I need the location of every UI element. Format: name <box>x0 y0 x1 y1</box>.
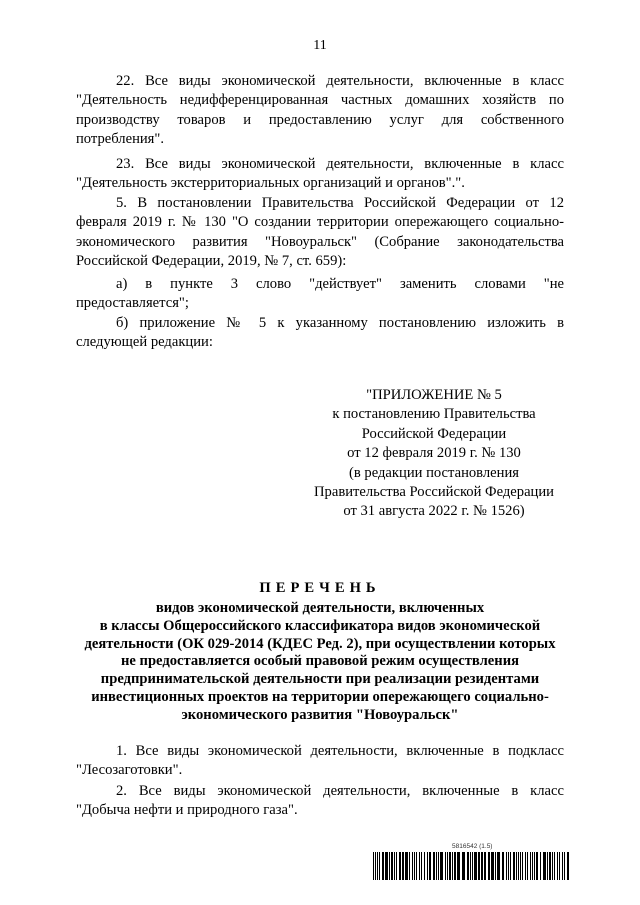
appendix-line-5: (в редакции постановления <box>349 464 519 481</box>
appendix-line-1: "ПРИЛОЖЕНИЕ № 5 <box>366 387 502 403</box>
list-item-1 <box>76 742 564 781</box>
subtitle-line-4: не предоставляется особый правовой режим осуществления <box>121 653 519 670</box>
barcode-bar <box>534 852 535 880</box>
barcode-bar <box>491 852 494 880</box>
item-5b-text: б) приложение № 5 к указанному постановлению изложить в следующей редакции: <box>76 315 564 351</box>
barcode-bar <box>516 852 517 880</box>
item-5-text: 5. В постановлении Правительства Российской Федерации от 12 февраля 2019 г. № 130 "О создании территории опережающего социально-экономического развития "Новоуральск" (Собрание законодательства Российской Федерации, 2019, № 7, ст. 659): <box>76 195 564 270</box>
barcode-bar <box>405 852 408 880</box>
barcode-bar <box>452 852 453 880</box>
barcode <box>373 852 569 880</box>
appendix-line-3: Российской Федерации <box>361 425 507 442</box>
barcode-bar <box>506 852 507 880</box>
barcode-bar <box>414 852 415 880</box>
barcode-bar <box>530 852 531 880</box>
barcode-bar <box>543 852 546 880</box>
barcode-bar <box>525 852 526 880</box>
barcode-bar <box>559 852 560 880</box>
barcode-bar <box>557 852 558 880</box>
barcode-bar <box>454 852 456 880</box>
barcode-bar <box>462 852 465 880</box>
barcode-bar <box>399 852 401 880</box>
barcode-bar <box>394 852 395 880</box>
barcode-bar <box>488 852 490 880</box>
barcode-bar <box>536 852 538 880</box>
page-number: 11 <box>313 38 327 53</box>
barcode-bar <box>391 852 393 880</box>
barcode-bar <box>421 852 422 880</box>
paragraph-item-22 <box>76 72 564 150</box>
barcode-bar <box>520 852 521 880</box>
barcode-bar <box>433 852 435 880</box>
barcode-bar <box>377 852 378 880</box>
appendix-line-7: от 31 августа 2022 г. № 1526) <box>343 503 525 520</box>
barcode-bar <box>436 852 437 880</box>
barcode-bar <box>554 852 555 880</box>
barcode-bar <box>474 852 477 880</box>
subtitle-line-7: экономического развития "Новоуральск" <box>181 706 459 723</box>
document-code: 5816542 (1.5) <box>452 843 493 850</box>
barcode-bar <box>481 852 483 880</box>
barcode-bar <box>510 852 511 880</box>
subtitle-line-5: предпринимательской деятельности при реализации резидентами <box>100 671 540 688</box>
barcode-bar <box>567 852 569 880</box>
appendix-header <box>300 386 568 522</box>
barcode-bar <box>440 852 443 880</box>
barcode-bar <box>429 852 431 880</box>
appendix-line-2: к постановлению Правительства <box>332 406 536 423</box>
barcode-bar <box>375 852 376 880</box>
barcode-bar <box>502 852 504 880</box>
appendix-line-6: Правительства Российской Федерации <box>314 484 554 501</box>
barcode-bar <box>484 852 486 880</box>
item-5a-text: а) в пункте 3 слово "действует" заменить словами "не предоставляется"; <box>76 276 564 312</box>
barcode-bar <box>445 852 446 880</box>
barcode-bar <box>467 852 469 880</box>
barcode-bar <box>495 852 496 880</box>
list-item-2-text: 2. Все виды экономической деятельности, включенные в класс "Добыча нефти и природного газа". <box>76 783 564 819</box>
paragraph-item-5 <box>76 194 564 272</box>
barcode-bar <box>379 852 380 880</box>
barcode-bar <box>547 852 548 880</box>
barcode-bar <box>532 852 533 880</box>
barcode-bar <box>513 852 515 880</box>
barcode-bar <box>409 852 410 880</box>
subtitle-line-2: в классы Общероссийского классификатора видов экономической <box>99 617 541 634</box>
barcode-bar <box>416 852 417 880</box>
barcode-bar <box>402 852 404 880</box>
barcode-bar <box>447 852 448 880</box>
barcode-bar <box>518 852 519 880</box>
barcode-bar <box>552 852 553 880</box>
barcode-bar <box>562 852 563 880</box>
barcode-bar <box>449 852 451 880</box>
barcode-bar <box>424 852 425 880</box>
list-item-2 <box>76 782 564 821</box>
barcode-bar <box>389 852 390 880</box>
barcode-bar <box>497 852 500 880</box>
barcode-bar <box>382 852 384 880</box>
barcode-bar <box>470 852 471 880</box>
barcode-bar <box>412 852 413 880</box>
barcode-bar <box>508 852 509 880</box>
paragraph-item-23 <box>76 155 564 194</box>
barcode-bar <box>427 852 428 880</box>
appendix-line-4: от 12 февраля 2019 г. № 130 <box>347 445 521 462</box>
barcode-bar <box>438 852 439 880</box>
document-subtitle <box>76 600 564 725</box>
barcode-bar <box>419 852 420 880</box>
barcode-bar <box>478 852 480 880</box>
item-22-text: 22. Все виды экономической деятельности, включенные в класс "Деятельность недифференцированная частных домашних хозяйств по производству товаров и предоставлению услуг для собственного потребления". <box>76 73 564 148</box>
paragraph-item-5b <box>76 314 564 353</box>
barcode-bar <box>540 852 541 880</box>
barcode-bar <box>522 852 523 880</box>
barcode-bar <box>396 852 397 880</box>
barcode-bar <box>385 852 388 880</box>
subtitle-line-1: видов экономической деятельности, включенных <box>155 600 485 616</box>
subtitle-line-6: инвестиционных проектов на территории опережающего социально- <box>91 688 549 705</box>
barcode-bar <box>527 852 528 880</box>
subtitle-line-3: деятельности (ОК 029-2014 (КДЕС Ред. 2), при осуществлении которых <box>84 635 556 652</box>
paragraph-item-5a <box>76 275 564 314</box>
barcode-bar <box>457 852 460 880</box>
barcode-bar <box>564 852 565 880</box>
barcode-bar <box>373 852 374 880</box>
barcode-bar <box>549 852 551 880</box>
barcode-bar <box>472 852 473 880</box>
item-23-text: 23. Все виды экономической деятельности, включенные в класс "Деятельность экстерриториальных организаций и органов".". <box>76 156 564 192</box>
document-title: ПЕРЕЧЕНЬ <box>259 580 381 596</box>
list-item-1-text: 1. Все виды экономической деятельности, включенные в подкласс "Лесозаготовки". <box>76 743 564 779</box>
